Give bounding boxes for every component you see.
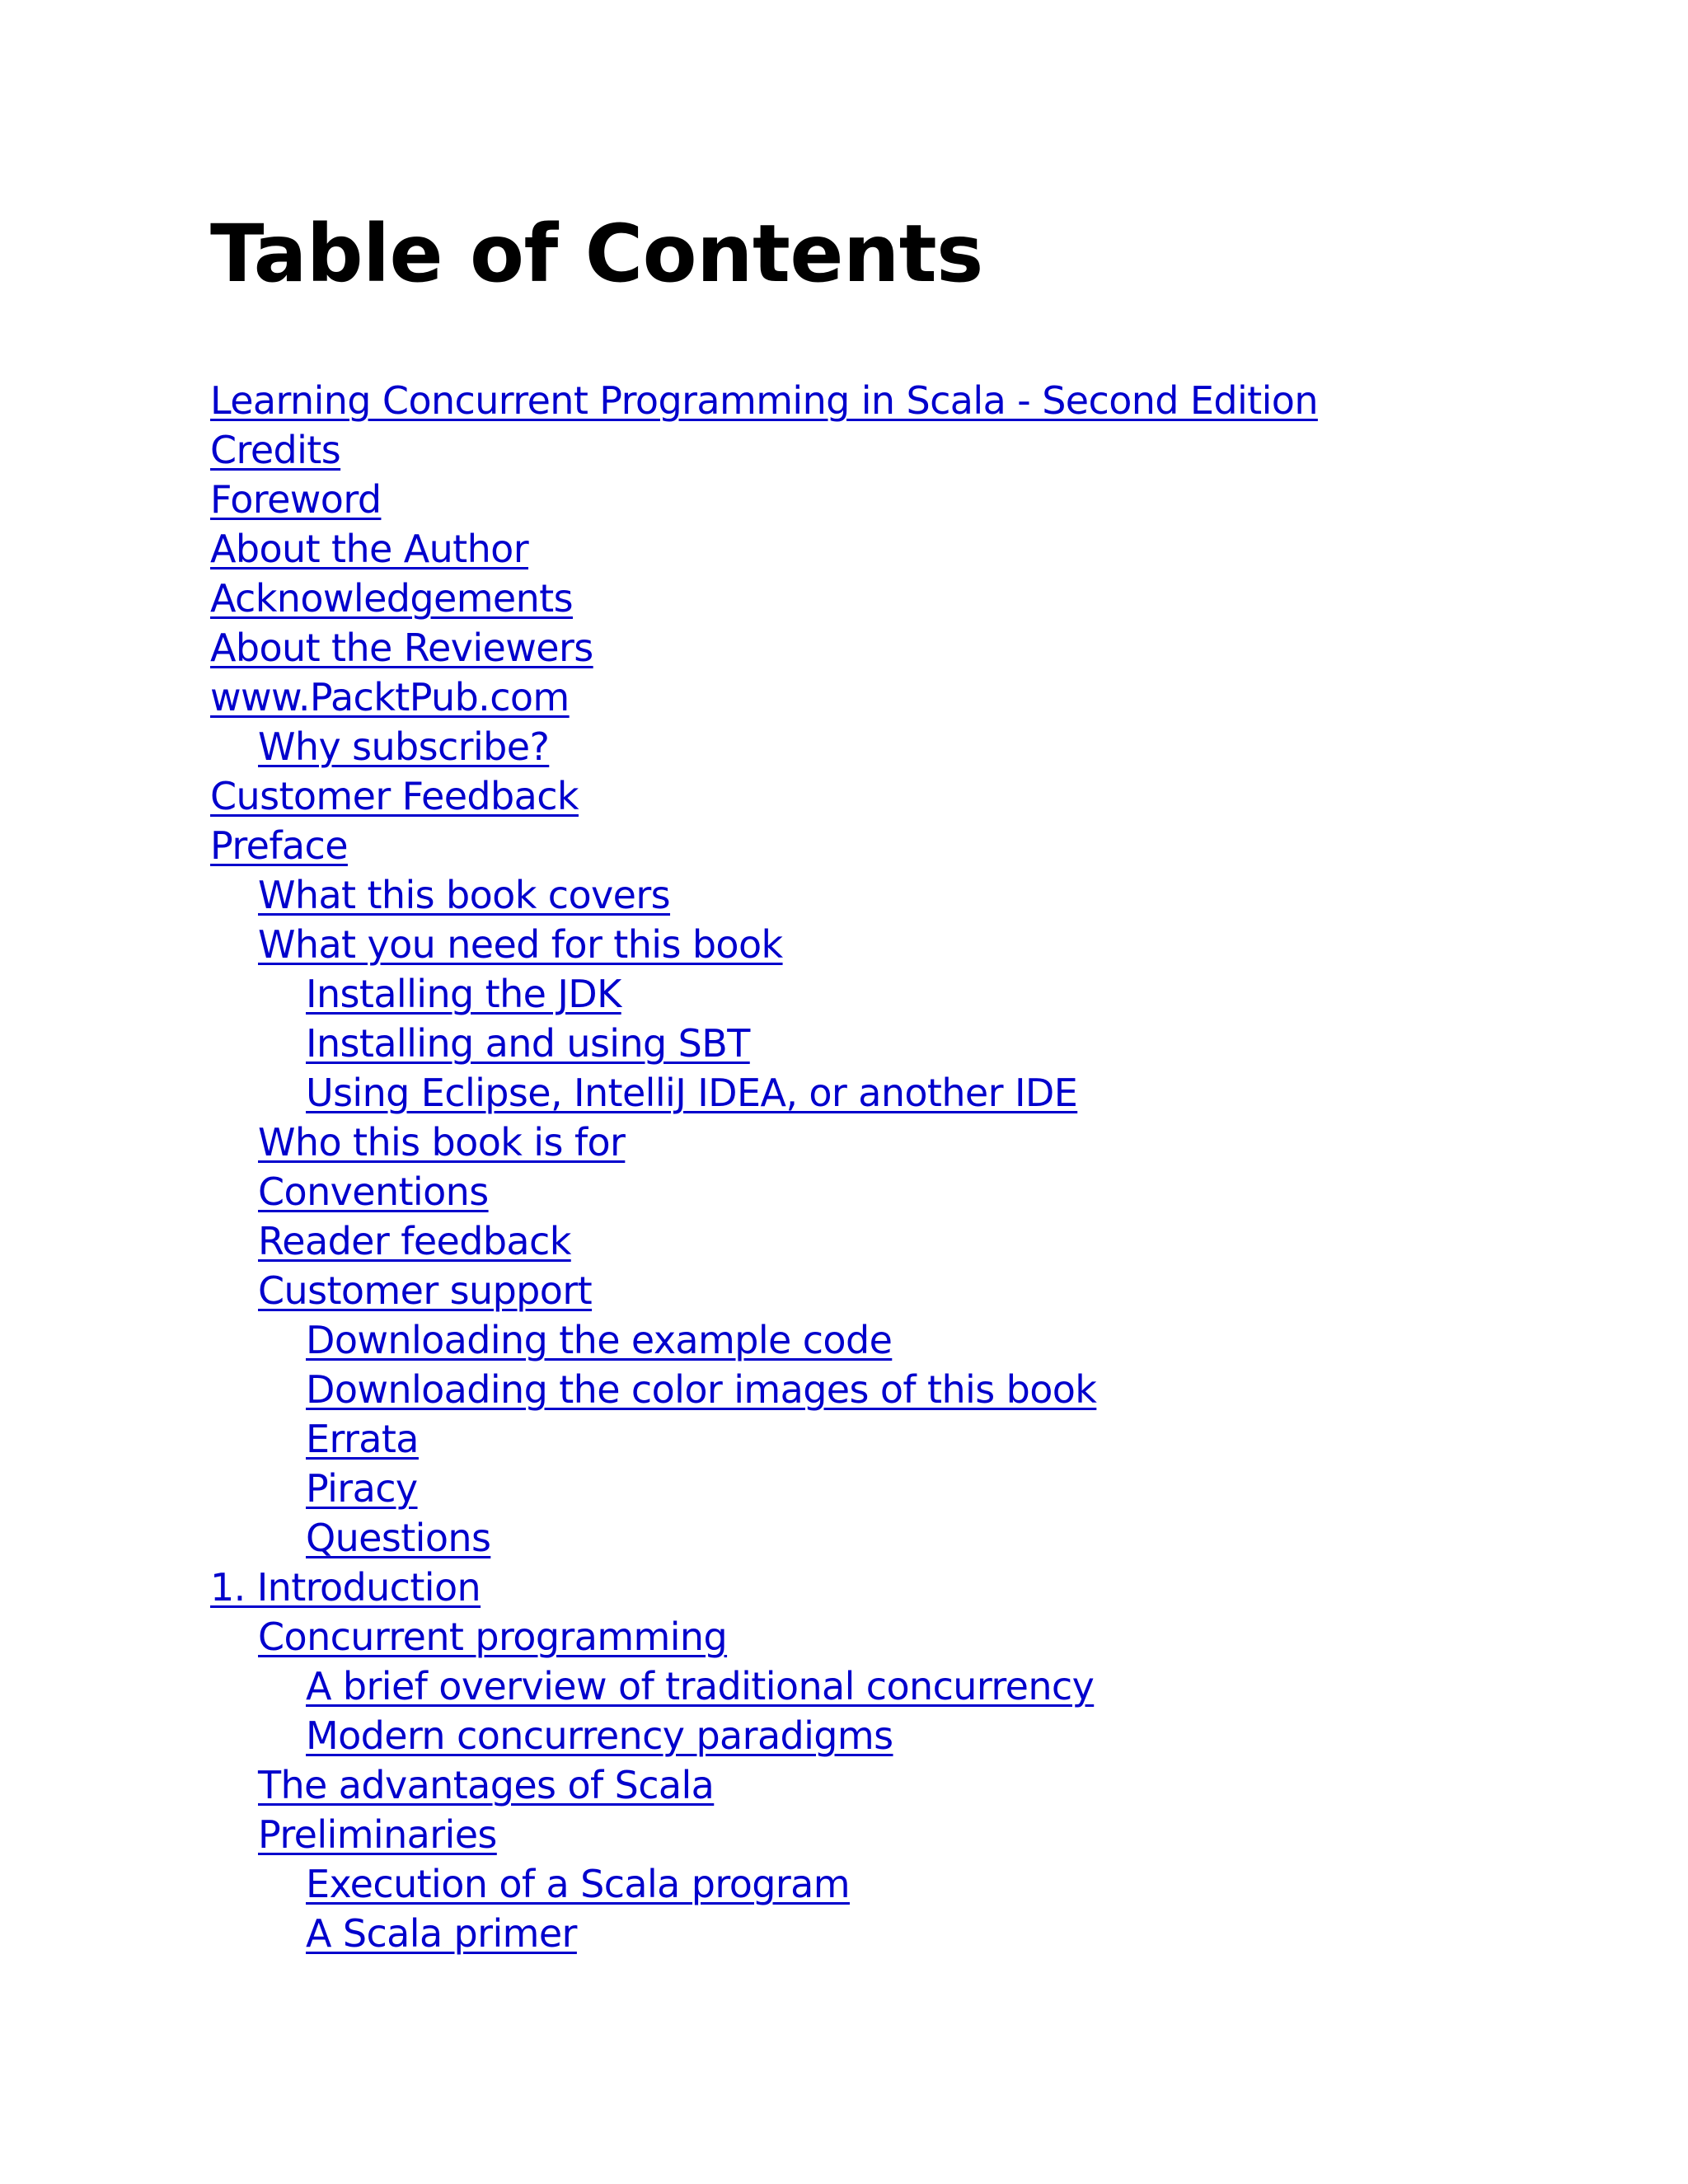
toc-link[interactable]: Modern concurrency paradigms xyxy=(306,1713,893,1758)
toc-link[interactable]: What this book covers xyxy=(258,873,671,917)
toc-link[interactable]: Downloading the color images of this book xyxy=(306,1367,1097,1412)
toc-item xyxy=(210,771,1611,821)
toc-list xyxy=(210,303,1611,1958)
toc-link[interactable]: Who this book is for xyxy=(258,1120,626,1165)
toc-link[interactable]: Conventions xyxy=(258,1169,489,1214)
toc-link[interactable]: What you need for this book xyxy=(258,922,783,967)
toc-link[interactable]: Foreword xyxy=(210,477,382,522)
toc-link[interactable]: Concurrent programming xyxy=(258,1615,728,1659)
toc-item xyxy=(210,722,1611,771)
toc-link[interactable]: Preliminaries xyxy=(258,1812,497,1857)
toc-link[interactable]: www.PacktPub.com xyxy=(210,675,570,719)
toc-item xyxy=(210,524,1611,574)
toc-item xyxy=(210,1414,1611,1464)
toc-item xyxy=(210,1909,1611,1958)
toc-item xyxy=(210,1216,1611,1266)
toc-link[interactable]: Why subscribe? xyxy=(258,724,550,769)
toc-item xyxy=(210,1612,1611,1661)
toc-item xyxy=(210,1810,1611,1859)
toc-item xyxy=(210,1167,1611,1216)
toc-link[interactable]: Customer support xyxy=(258,1268,593,1313)
toc-link[interactable]: A brief overview of traditional concurrency xyxy=(306,1664,1095,1708)
page-title: Table of Contents xyxy=(210,208,983,300)
toc-link[interactable]: Installing and using SBT xyxy=(306,1021,750,1066)
toc-link[interactable]: About the Author xyxy=(210,527,529,571)
toc-item xyxy=(210,1464,1611,1513)
toc-link[interactable]: Questions xyxy=(306,1516,491,1560)
document-page xyxy=(210,0,1611,1958)
toc-item xyxy=(210,821,1611,870)
toc-link[interactable]: Piracy xyxy=(306,1466,418,1511)
toc-link[interactable]: Execution of a Scala program xyxy=(306,1862,850,1906)
toc-link[interactable]: Reader feedback xyxy=(258,1219,571,1263)
toc-item xyxy=(210,1859,1611,1909)
toc-item xyxy=(210,1760,1611,1810)
toc-link[interactable]: Using Eclipse, IntelliJ IDEA, or another IDE xyxy=(306,1071,1078,1115)
toc-link[interactable]: 1. Introduction xyxy=(210,1565,481,1610)
toc-item xyxy=(210,1068,1611,1118)
toc-item xyxy=(210,1365,1611,1414)
toc-link[interactable]: Preface xyxy=(210,823,348,868)
toc-item xyxy=(210,623,1611,673)
toc-item xyxy=(210,920,1611,969)
toc-item xyxy=(210,1019,1611,1068)
toc-link[interactable]: Customer Feedback xyxy=(210,774,579,818)
toc-item xyxy=(210,1315,1611,1365)
toc-item xyxy=(210,1711,1611,1760)
toc-item xyxy=(210,673,1611,722)
toc-item xyxy=(210,376,1611,425)
toc-link[interactable]: Credits xyxy=(210,428,341,472)
toc-link[interactable]: Learning Concurrent Programming in Scala - Second Edition xyxy=(210,378,1318,423)
toc-link[interactable]: The advantages of Scala xyxy=(258,1763,715,1807)
toc-link[interactable]: Installing the JDK xyxy=(306,972,621,1016)
toc-item xyxy=(210,969,1611,1019)
toc-item xyxy=(210,1661,1611,1711)
toc-item xyxy=(210,1563,1611,1612)
toc-link[interactable]: Acknowledgements xyxy=(210,576,573,621)
toc-link[interactable]: Errata xyxy=(306,1417,419,1461)
toc-item xyxy=(210,425,1611,475)
toc-item xyxy=(210,1513,1611,1563)
toc-item xyxy=(210,870,1611,920)
toc-item xyxy=(210,1118,1611,1167)
toc-link[interactable]: Downloading the example code xyxy=(306,1318,893,1362)
toc-item xyxy=(210,1266,1611,1315)
toc-link[interactable]: A Scala primer xyxy=(306,1911,577,1956)
toc-link[interactable]: About the Reviewers xyxy=(210,626,593,670)
toc-item xyxy=(210,475,1611,524)
toc-item xyxy=(210,574,1611,623)
